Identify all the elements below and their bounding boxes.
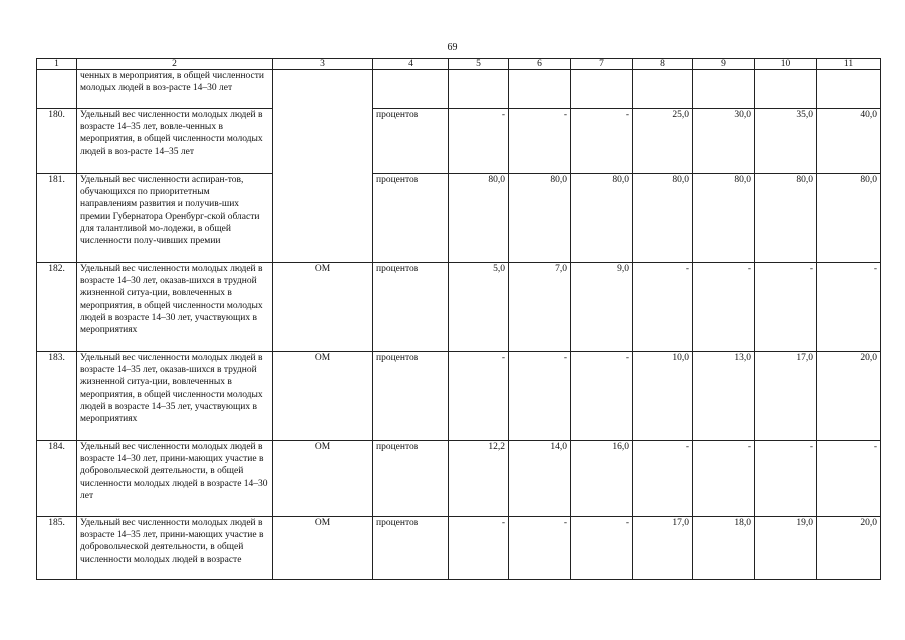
indicator-name: Удельный вес численности молодых людей в возрасте 14–30 лет, оказав-шихся в трудной жизненной ситуа-ции, вовлеченных в мероприятия, в общей численности молодых людей в возрасте 14–30 лет, участвующих в мероприятиях [77,263,273,352]
value-col-9: 13,0 [693,352,755,441]
value-col-11: 20,0 [817,352,881,441]
header-col-2: 2 [77,59,273,70]
row-number: 183. [37,352,77,441]
source-code: ОМ [273,441,373,517]
header-col-8: 8 [633,59,693,70]
row-number: 181. [37,174,77,263]
source-code: ОМ [273,352,373,441]
value-col-10: 19,0 [755,517,817,580]
value-col-8: - [633,441,693,517]
value-col-5: - [449,352,509,441]
value-col-11: 20,0 [817,517,881,580]
value-col-10: - [755,263,817,352]
header-col-3: 3 [273,59,373,70]
value-col-6: - [509,352,571,441]
value-col-10: 17,0 [755,352,817,441]
value-col-6: 14,0 [509,441,571,517]
table-row [37,109,881,174]
value-col-6: - [509,517,571,580]
unit: процентов [373,441,449,517]
value-col-5: 5,0 [449,263,509,352]
value-col-5: - [449,517,509,580]
unit: процентов [373,352,449,441]
value-col-5: 12,2 [449,441,509,517]
value-col-8: 80,0 [633,174,693,263]
value-col-7: 9,0 [571,263,633,352]
row-number: 185. [37,517,77,580]
value-col-11: - [817,263,881,352]
header-col-9: 9 [693,59,755,70]
table-row [37,517,881,580]
value-col-9: - [693,441,755,517]
indicators-table [36,58,881,580]
row-number: 182. [37,263,77,352]
value-col-8: 25,0 [633,109,693,174]
page-number: 69 [447,42,458,53]
header-col-4: 4 [373,59,449,70]
table-row-continuation [37,70,881,109]
header-row [37,59,881,70]
value-col-8: 10,0 [633,352,693,441]
header-col-10: 10 [755,59,817,70]
value-col-11: 80,0 [817,174,881,263]
table-row [37,174,881,263]
value-col-9: 18,0 [693,517,755,580]
value-col-7: 80,0 [571,174,633,263]
value-col-7: - [571,517,633,580]
value-col-6: 7,0 [509,263,571,352]
table-row [37,263,881,352]
unit: процентов [373,174,449,263]
unit: процентов [373,517,449,580]
header-col-5: 5 [449,59,509,70]
value-col-9: 30,0 [693,109,755,174]
unit: процентов [373,263,449,352]
table-row [37,352,881,441]
value-col-6: 80,0 [509,174,571,263]
row-number: 180. [37,109,77,174]
header-col-7: 7 [571,59,633,70]
value-col-11: - [817,441,881,517]
row-number: 184. [37,441,77,517]
indicator-name: Удельный вес численности молодых людей в возрасте 14–30 лет, прини-мающих участие в добровольческой деятельности, в общей численности молодых людей в возрасте 14–30 лет [77,441,273,517]
header-col-6: 6 [509,59,571,70]
value-col-7: - [571,352,633,441]
header-col-11: 11 [817,59,881,70]
indicator-name: Удельный вес численности молодых людей в возрасте 14–35 лет, вовле-ченных в мероприятия, в общей численности молодых людей в воз-расте 14–35 лет [77,109,273,174]
unit: процентов [373,109,449,174]
value-col-10: - [755,441,817,517]
value-col-5: - [449,109,509,174]
indicator-name: ченных в мероприятия, в общей численности молодых людей в воз-расте 14–30 лет [77,70,273,109]
value-col-6: - [509,109,571,174]
value-col-5: 80,0 [449,174,509,263]
source-code: ОМ [273,263,373,352]
value-col-8: 17,0 [633,517,693,580]
indicator-name: Удельный вес численности молодых людей в возрасте 14–35 лет, прини-мающих участие в добровольческой деятельности, в общей численности молодых людей в возрасте [77,517,273,580]
value-col-11: 40,0 [817,109,881,174]
header-col-1: 1 [37,59,77,70]
value-col-10: 80,0 [755,174,817,263]
value-col-7: 16,0 [571,441,633,517]
value-col-8: - [633,263,693,352]
indicator-name: Удельный вес численности аспиран-тов, обучающихся по приоритетным направлениям развития и получив-ших премии Губернатора Оренбург-ской области для талантливой мо-лодежи, в общей численности полу-чивших премии [77,174,273,263]
indicator-name: Удельный вес численности молодых людей в возрасте 14–35 лет, оказав-шихся в трудной жизненной ситуа-ции, вовлеченных в мероприятия, в общей численности молодых людей в возрасте 14–35 лет, участвующих в мероприятиях [77,352,273,441]
value-col-9: - [693,263,755,352]
value-col-10: 35,0 [755,109,817,174]
table-row [37,441,881,517]
value-col-9: 80,0 [693,174,755,263]
value-col-7: - [571,109,633,174]
source-code: ОМ [273,517,373,580]
